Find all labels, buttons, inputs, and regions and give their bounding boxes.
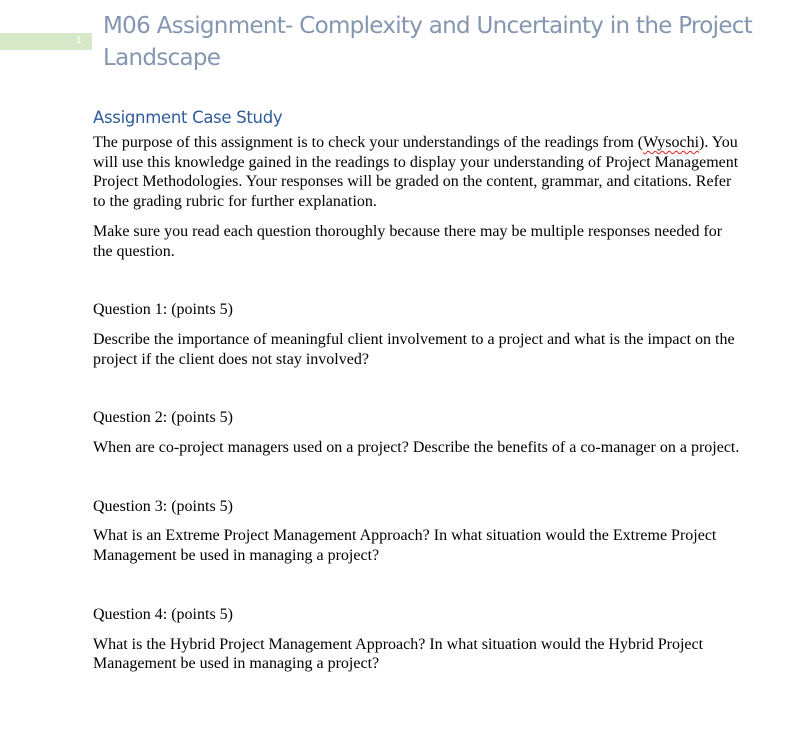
question-4-text: What is the Hybrid Project Management Approach? In what situation would the Hybrid Project Management be used in managing a project?	[93, 635, 704, 673]
question-4-label: Question 4: (points 5)	[93, 605, 233, 623]
author-citation: Wysochi	[643, 134, 700, 151]
question-3	[93, 497, 743, 566]
question-2-text: When are co-project managers used on a project? Describe the benefits of a co-manager on a project.	[93, 439, 740, 457]
instruction-paragraph: Make sure you read each question thoroughly because there may be multiple responses needed for the question.	[93, 222, 723, 260]
question-3-text: What is an Extreme Project Management Approach? In what situation would the Extreme Project Management be used in managing a project?	[93, 527, 717, 565]
intro-text-before: The purpose of this assignment is to check your understandings of the readings from (	[93, 134, 644, 151]
question-2-label: Question 2: (points 5)	[93, 409, 233, 427]
document-title: M06 Assignment- Complexity and Uncertainty in the Project Landscape	[103, 13, 753, 71]
question-1-label: Question 1: (points 5)	[93, 301, 233, 319]
question-3-label: Question 3: (points 5)	[93, 497, 233, 515]
question-1	[93, 300, 743, 369]
intro-text-after: ). You will use this knowledge gained in the readings to display your understanding of Project Management Project Methodologies. Your responses will be graded on the content, grammar, and citations. Refer to the grading rubric for further explanation.	[93, 134, 739, 211]
line-number: 1	[76, 35, 82, 46]
question-1-text: Describe the importance of meaningful client involvement to a project and what is the impact on the project if the client does not stay involved?	[93, 330, 735, 368]
question-4	[93, 605, 743, 674]
document-body	[93, 106, 743, 674]
question-2	[93, 408, 743, 457]
section-heading: Assignment Case Study	[93, 108, 283, 127]
intro-paragraph	[93, 133, 743, 212]
